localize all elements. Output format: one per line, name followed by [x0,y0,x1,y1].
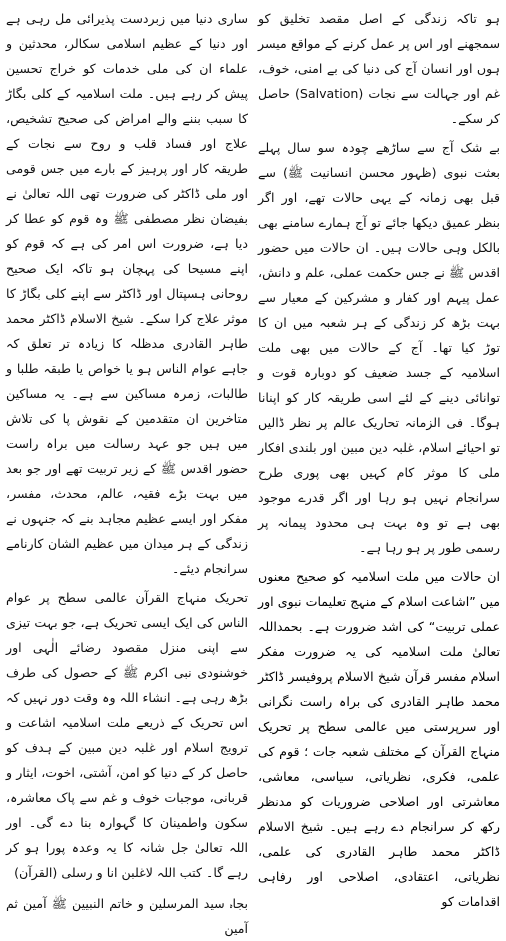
paragraph-movement: تحریک منہاج القرآن عالمی سطح پر عوام الناس کی ایک ایسی تحریک ہے، جو بہت تیزی سے اپنی منزل مقصود رضائے الٰہی اور خوشنودی نبی اکرم ﷺ کے حصول کی طرف بڑھ رہی ہے۔ انشاء اللہ وہ وقت دور نہیں کہ اس تحریک کے ذریعے ملت اسلامیہ اشاعت و ترویج اسلام اور غلبہ دین مبین کے ہدف کو حاصل کر کے دنیا کو امن، آشتی، اخوت، ایثار و قربانی، موجبات خوف و غم سے پاک معاشرہ، سکون واطمینان کا گہوارہ بنا دے گی۔ اور اللہ تعالیٰ جل شانہ کا یہ وعدہ پورا ہو کر رہے گا۔ کتب اللہ لاغلبن انا و رسلی (القرآن) [6,590,248,880]
right-column [258,6,500,909]
paragraph-global-reception: ساری دنیا میں زبردست پذیرائی مل رہی ہے اور دنیا کے عظیم اسلامی سکالر، محدثین و علماء ان کی ملی خدمات کو خراج تحسین پیش کر رہے ہیں۔ ملت اسلامیہ کے کلی بگاڑ کا سبب بننے والے امراض کی صحیح تشخیص، علاج اور فساد قلب و روح سے نجات کے طریقہ کار اور پرہیز کے بارے میں جس قومی اور ملی ڈاکٹر کی ضرورت تھی اللہ تعالیٰ نے بفیضان نظر مصطفی ﷺ وہ قوم کو عطا کر دیا ہے، ضرورت اس امر کی ہے کہ قوم کو اپنے مسیحا کی پہچان ہو تاکہ ایک صحیح روحانی ہسپتال اور ڈاکٹر سے اپنے کلی بگاڑ کا موثر علاج کرا سکے۔ شیخ الاسلام ڈاکٹر محمد طاہر القادری مدظلہ کا زیادہ تر تعلق کہ جاہے عوام الناس ہو یا خواص یا طبقہ طلبا و طالبات، زمرہ مساکین سے ہے۔ یہ مساکین متاخرین ان متقدمین کے نقوش پا کی تلاش میں ہیں جو عہد رسالت میں براہ راست حضور اقدس ﷺ کے زیر تربیت تھے اور جو بعد میں بہت بڑے فقیہ، عالم، محدث، مفسر، مفکر اور ایسے عظیم مجاہد بنے کہ جنہوں نے زندگی کے ہر میدان میں عظیم الشان کارنامے سرانجام دیئے۔ [6,11,248,576]
paragraph-salvation: ہو تاکہ زندگی کے اصل مقصد تخلیق کو سمجھنے اور اس پر عمل کرنے کے مواقع میسر ہوں اور انسان آج کی دنیا کی بے امنی، خوف، غم اور جہالت سے نجات (Salvation) حاصل کر سکے۔ [258,11,500,126]
paragraph-prophetic-era: بے شک آج سے ساڑھے چودہ سو سال پہلے بعثت نبوی (ظہور محسن انسانیت ﷺ) سے قبل بھی زمانہ کے یہی حالات تھے، اور اگر بنظر عمیق دیکھا جائے تو آج ہمارے سامنے بھی بالکل وہی حالات ہیں۔ ان حالات میں حضور اقدس ﷺ نے جس حکمت عملی، علم و دانش، عمل پیہم اور کفار و مشرکین کے معیار سے بہت بڑھ کر زندگی کے ہر شعبہ میں ان کا توڑ کیا تھا۔ آج کے حالات میں بھی ملت اسلامیہ کے جسد ضعیف کو دوبارہ قوت و توانائی دینے کے لئے اسی طریقہ کار کو اپنانا ہوگا۔ فی الزمانہ تحاریک عالم پر نظر ڈالیں تو احیائے اسلام، غلبہ دین مبین اور بلندی افکار ملی کا موثر کام کہیں بھی پوری طرح سرانجام نہیں ہو رہا اور اگر قدرے موجود بھی ہے تو وہ بہت ہی محدود پیمانہ پر رسمی طور پر ہو رہا ہے۔ [258,140,500,555]
paragraph-closing-prayer: بجاہ سید المرسلین و خاتم النبیین ﷺ آمین ثم آمین [6,896,248,936]
left-column [6,6,248,936]
paragraph-minhaj-need: ان حالات میں ملت اسلامیہ کو صحیح معنوں میں ”اشاعت اسلام کے منہج تعلیمات نبوی اور عملی تربیت“ کی اشد ضرورت ہے۔ بحمداللہ تعالیٰ ملت اسلامیہ کی یہ ضرورت مفکر اسلام مفسر قرآن شیخ الاسلام پروفیسر ڈاکٹر محمد طاہر القادری کی براہ راست نگرانی اور سرپرستی میں عالمی سطح پر تحریک منہاج القرآن کے مختلف شعبہ جات ؛ قوم کی علمی، فکری، نظریاتی، سیاسی، معاشی، معاشرتی اور اصلاحی ضروریات کو مدنظر رکھ کر سرانجام دے رہے ہیں۔ شیخ الاسلام ڈاکٹر محمد طاہر القادری کی علمی، نظریاتی، اعتقادی، اصلاحی اور رفاہی اقدامات کو [258,569,500,909]
